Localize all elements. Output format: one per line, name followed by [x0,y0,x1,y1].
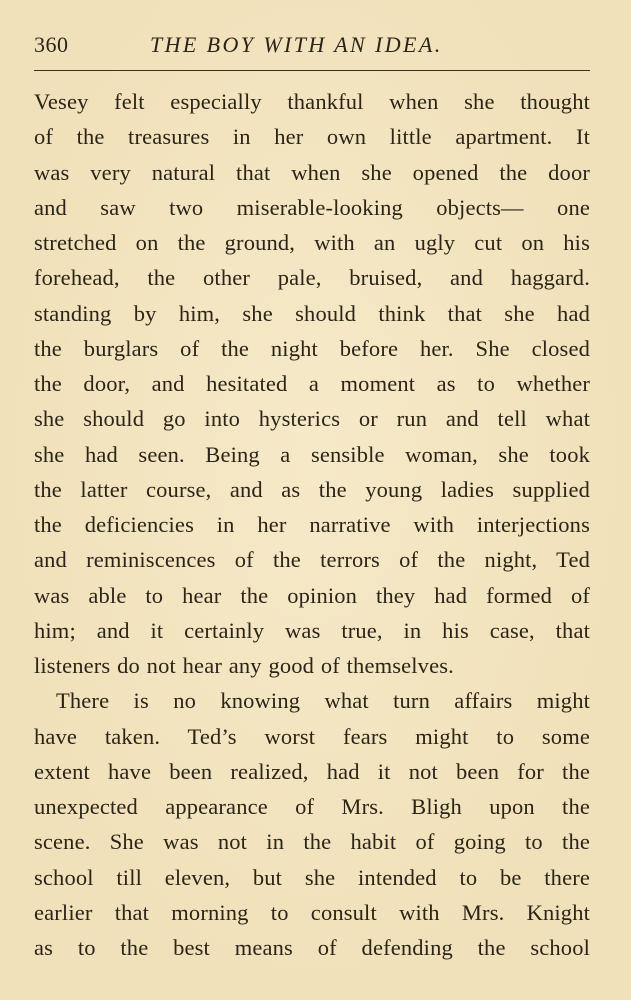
body-text [34,84,590,965]
text-line: and reminiscences of the terrors of the night, Ted [34,547,590,573]
text-line: the door, and hesitated a moment as to whether [34,371,590,396]
text-line: of the treasures in her own little apartment. It [34,124,590,150]
text-line: unexpected appearance of Mrs. Bligh upon the [34,794,590,819]
text-line: scene. She was not in the habit of going to the [34,829,590,855]
text-line: earlier that morning to consult with Mrs. Knight [34,899,590,925]
text-line: was able to hear the opinion they had formed of [34,582,590,608]
page-number: 360 [34,32,69,57]
running-head [34,30,589,66]
text-line: extent have been realized, had it not been for the [34,758,590,784]
text-line: Vesey felt especially thankful when she thought [34,89,590,114]
text-line: There is no knowing what turn affairs might [56,688,590,714]
header-rule [34,70,590,71]
text-line: him; and it certainly was true, in his case, that [34,617,590,643]
text-line: school till eleven, but she intended to be there [34,864,590,890]
text-line: the burglars of the night before her. She closed [34,335,590,361]
text-line: standing by him, she should think that she had [34,300,590,326]
text-line: have taken. Ted’s worst fears might to some [34,723,590,749]
paragraph-1 [34,84,590,683]
text-line: the latter course, and as the young ladies supplied [34,476,590,502]
text-line: as to the best means of defending the school [34,935,590,960]
paragraph-2 [34,683,590,965]
text-line: she should go into hysterics or run and tell what [34,406,590,432]
text-line: forehead, the other pale, bruised, and haggard. [34,265,590,291]
text-line: was very natural that when she opened the door [34,159,590,185]
text-line: the deficiencies in her narrative with interjections [34,512,590,537]
text-line: stretched on the ground, with an ugly cut on his [34,230,590,255]
text-line: she had seen. Being a sensible woman, she took [34,441,590,467]
text-line: and saw two miserable-looking objects— one [34,194,590,220]
text-line: listeners do not hear any good of themselves. [34,653,454,678]
running-title: THE BOY WITH AN IDEA. [150,32,443,57]
